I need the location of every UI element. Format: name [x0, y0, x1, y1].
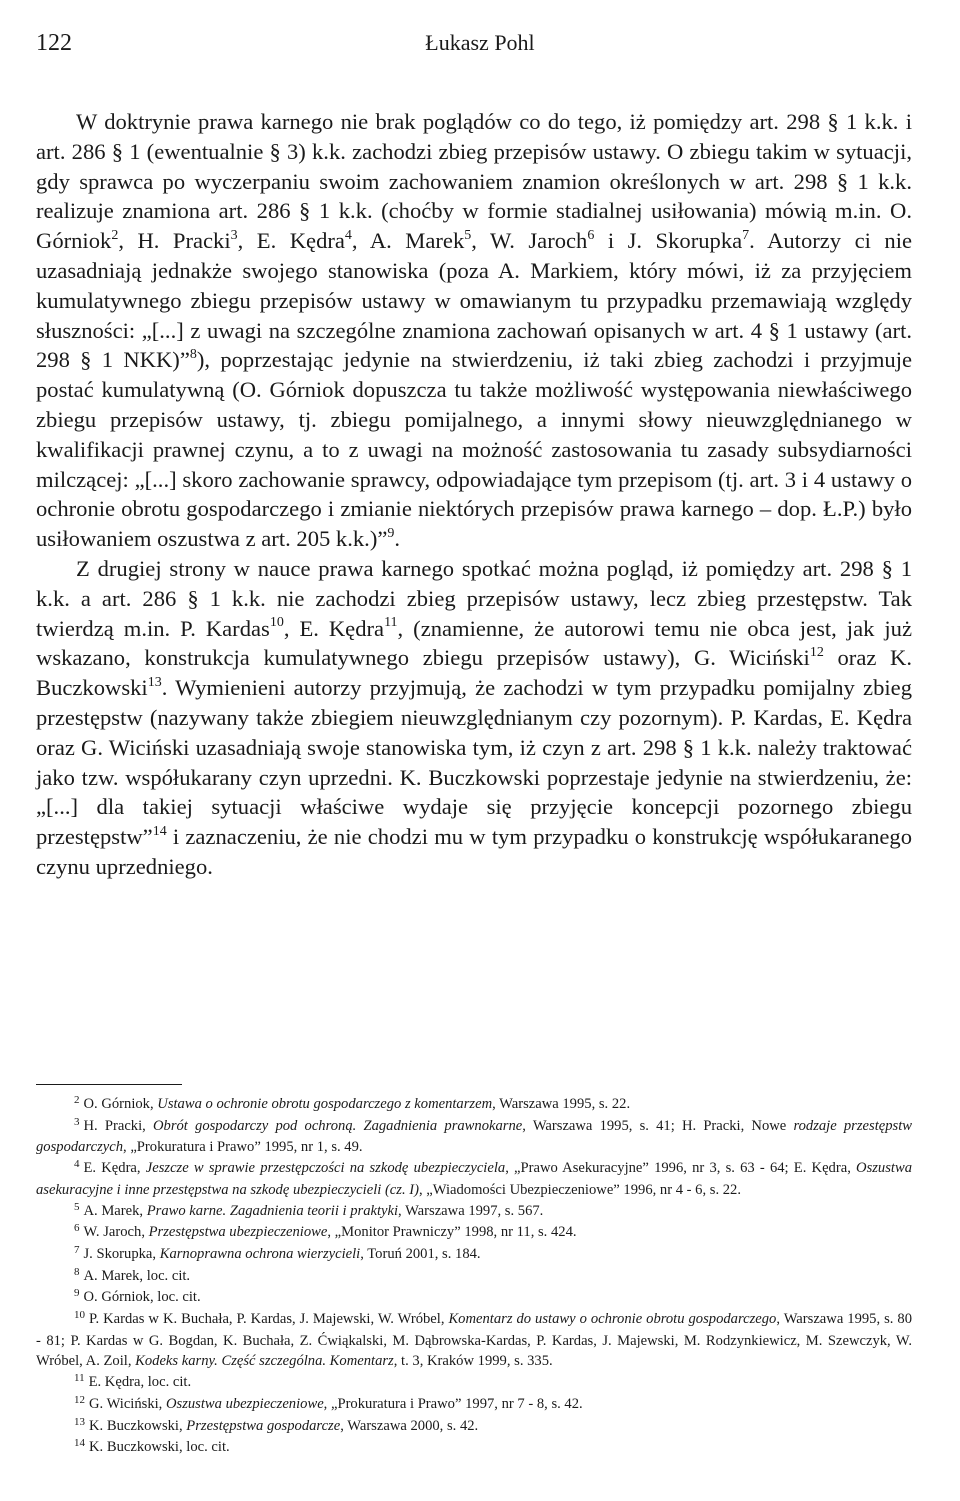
footnote-7 [36, 1244, 912, 1266]
text-run: , (znamienne, że autorowi temu nie obca jest, jak już wskazano, konstrukcja kumulatywnego zbiegu przepisów ustawy), G. Wiciński [36, 615, 912, 671]
footnote-title: Obrót gospodarczy pod ochroną. Zagadnienia prawnokarne [152, 1117, 523, 1134]
footnote-text: , „Monitor Prawniczy” 1998, nr 11, s. 424. [327, 1224, 577, 1241]
paragraph-1 [36, 107, 912, 554]
footnote-ref-14[interactable]: 14 [152, 823, 167, 839]
footnote-text: E. Kędra, loc. cit. [88, 1374, 192, 1391]
text-run: ), poprzestając jedynie na stwierdzeniu, iż taki zbieg zachodzi i przyjmuje postać kumulatywną (O. Górniok dopuszcza tu także możliwość występowania niewłaściwego zbiegu przepisów ustawy, tj. zbiegu pomijalnego, a innymi słowy nieuwzględnianego w kwalifikacji prawnej czynu, a to z uwagi na możność zastosowania tu zasady subsydiarności milczącej: „[...] skoro zachowanie sprawcy, odpowiadające tym przepisom (tj. art. 3 i 4 ustawy o ochronie obrotu gospodarczego i zmianie niektórych przepisów prawa karnego – dop. Ł.P.) było usiłowaniem oszustwa z art. 205 k.k.)” [36, 347, 912, 552]
text-run: i zaznaczeniu, że nie chodzi mu w tym przypadku o konstrukcję współukaranego czynu uprzedniego. [36, 824, 912, 879]
page-header [36, 30, 924, 66]
text-run: , A. Marek [351, 228, 465, 254]
main-text [36, 107, 912, 882]
footnote-text: , Warszawa 1995, s. 22. [492, 1096, 631, 1112]
footnote-number: 7 [74, 1243, 80, 1256]
footnote-separator [36, 1084, 182, 1085]
footnote-number: 13 [74, 1415, 85, 1428]
footnote-title: Ustawa o ochronie obrotu gospodarczego z komentarzem [157, 1096, 493, 1112]
footnote-9 [36, 1287, 912, 1309]
footnote-6 [36, 1222, 912, 1244]
footnote-12 [36, 1394, 912, 1416]
page-number: 122 [36, 30, 72, 56]
footnote-ref-13[interactable]: 13 [147, 674, 162, 690]
footnote-text: O. Górniok, [83, 1096, 158, 1112]
text-run: , E. Kędra [237, 228, 345, 254]
footnote-title: Jeszcze w sprawie przestępczości na szkodę ubezpieczyciela [145, 1160, 506, 1177]
footnote-text: P. Kardas w K. Buchała, P. Kardas, J. Majewski, W. Wróbel, [89, 1311, 449, 1328]
footnote-title: Prawo karne. Zagadnienia teorii i praktyki [146, 1202, 399, 1219]
footnote-title: Kodeks karny. Część szczególna. Komentarz [135, 1353, 394, 1370]
footnote-ref-8[interactable]: 8 [189, 346, 197, 362]
footnote-text: K. Buczkowski, loc. cit. [89, 1439, 230, 1456]
footnote-number: 11 [74, 1372, 85, 1385]
footnote-text: , t. 3, Kraków 1999, s. 335. [393, 1353, 553, 1370]
footnote-ref-9[interactable]: 9 [387, 525, 395, 541]
footnote-number: 4 [74, 1158, 80, 1171]
footnote-text: , Warszawa 1995, s. 80 - 81; P. Kardas w G. Bogdan, K. Buchała, Z. Ćwiąkalski, M. Dąbrowska-Kardas, P. Kardas, J. Majewski, M. Rodzynkiewicz, M. Szewczyk, W. Wróbel, A. Zoil, [36, 1311, 912, 1370]
footnote-text: O. Górniok, loc. cit. [83, 1289, 201, 1306]
footnote-text: , „Wiadomości Ubezpieczeniowe” 1996, nr 4 - 6, s. 22. [418, 1181, 741, 1198]
footnote-number: 14 [74, 1437, 85, 1450]
footnote-title: Przestępstwa gospodarcze [186, 1417, 341, 1434]
footnote-text: J. Skorupka, [83, 1245, 160, 1262]
footnote-ref-10[interactable]: 10 [269, 615, 284, 631]
footnote-ref-12[interactable]: 12 [809, 644, 824, 660]
footnote-title: Karnoprawna ochrona wierzycieli [159, 1245, 361, 1262]
text-run: Z drugiej strony w nauce prawa karnego spotkać można pogląd, iż pomiędzy art. 298 § 1 k.k. a art. 286 § 1 k.k. nie zachodzi zbieg przepisów ustawy, lecz zbieg przestępstw. Tak twierdzą m.in. P. Kardas [36, 555, 912, 641]
footnote-title: Oszustwa ubezpieczeniowe [165, 1395, 324, 1412]
footnote-number: 12 [74, 1393, 85, 1406]
footnote-text: K. Buczkowski, [89, 1417, 187, 1434]
footnotes [36, 1094, 912, 1459]
footnote-title: Komentarz do ustawy o ochronie obrotu gospodarczego [448, 1311, 777, 1328]
footnote-5 [36, 1201, 912, 1223]
text-run: . Autorzy ci nie uzasadniają jednakże swojego stanowiska (poza A. Markiem, który mówi, iż za przyjęciem kumulatywnego zbiegu przepisów ustawy w omawianym tu przypadku przemawiają względy słuszności: „[...] z uwagi na szczególne znamiona zachowań opisanych w art. 4 § 1 ustawy (art. 298 § 1 NKK)” [36, 228, 913, 373]
footnote-8 [36, 1266, 912, 1288]
footnote-number: 8 [74, 1265, 80, 1278]
footnote-number: 2 [74, 1094, 80, 1106]
footnote-10 [36, 1309, 912, 1372]
footnote-14 [36, 1437, 912, 1459]
footnote-number: 10 [74, 1309, 85, 1322]
footnote-13 [36, 1416, 912, 1438]
footnote-ref-2[interactable]: 2 [111, 227, 119, 243]
footnote-title: Przestępstwa ubezpieczeniowe [148, 1224, 328, 1241]
footnote-number: 9 [74, 1287, 80, 1300]
footnote-text: G. Wiciński, [89, 1395, 166, 1412]
footnote-ref-3[interactable]: 3 [230, 227, 238, 243]
footnote-ref-4[interactable]: 4 [344, 227, 352, 243]
footnote-text: W. Jaroch, [83, 1224, 149, 1241]
text-run: W doktrynie prawa karnego nie brak poglądów co do tego, iż pomiędzy art. 298 § 1 k.k. i art. 286 § 1 (ewentualnie § 3) k.k. zachodzi zbieg przepisów ustawy. O zbiegu takim w sytuacji, gdy sprawca po wyczerpaniu swoim zachowaniem znamion określonych w art. 298 § 1 k.k. realizuje znamiona art. 286 § 1 k.k. (choćby w formie stadialnej usiłowania) mówią m.in. O. Górniok [36, 109, 912, 254]
footnote-text: A. Marek, loc. cit. [83, 1267, 191, 1284]
footnote-text: , „Prawo Asekuracyjne” 1996, nr 3, s. 63 - 64; E. Kędra, [505, 1160, 857, 1177]
footnote-2 [36, 1094, 912, 1116]
footnote-text: , Warszawa 2000, s. 42. [340, 1417, 479, 1434]
footnote-title: rodzaje przestępstw gospodarczych [36, 1117, 912, 1156]
text-run: , H. Pracki [118, 228, 231, 254]
text-run: i J. Skorupka [594, 228, 743, 254]
footnote-number: 6 [74, 1222, 80, 1235]
text-run: . Wymienieni autorzy przyjmują, że zachodzi w tym przypadku pomijalny zbieg przestępstw (nazywany także zbiegiem nieuwzględnianym czy pozornym). P. Kardas, E. Kędra oraz G. Wiciński uzasadniają swoje stanowiska tym, iż czyn z art. 298 § 1 k.k. należy traktować jako tzw. współukarany czyn uprzedni. K. Buczkowski poprzestaje jedynie na stwierdzeniu, że: „[...] dla takiej sytuacji właściwe wydaje się przyjęcie koncepcji pozornego zbiegu przestępstw” [36, 675, 912, 850]
footnote-text: E. Kędra, [83, 1160, 146, 1177]
paragraph-2 [36, 554, 912, 882]
footnote-text: , Toruń 2001, s. 184. [360, 1245, 481, 1262]
footnote-text: , Warszawa 1997, s. 567. [398, 1202, 544, 1219]
footnote-text: H. Pracki, [83, 1117, 153, 1134]
footnote-title: Oszustwa asekuracyjne i inne przestępstwa na szkodę ubezpieczycieli (cz. I) [36, 1160, 912, 1198]
footnote-ref-11[interactable]: 11 [384, 615, 398, 631]
footnote-ref-6[interactable]: 6 [587, 227, 595, 243]
footnote-ref-7[interactable]: 7 [742, 227, 750, 243]
text-run: . [394, 526, 401, 552]
running-head-author: Łukasz Pohl [425, 30, 535, 55]
text-run: , W. Jaroch [471, 228, 588, 254]
footnote-number: 5 [74, 1200, 80, 1213]
footnote-ref-5[interactable]: 5 [464, 227, 472, 243]
footnote-11 [36, 1372, 912, 1394]
footnote-3 [36, 1116, 912, 1158]
footnote-4 [36, 1158, 912, 1200]
footnote-text: A. Marek, [83, 1202, 147, 1219]
footnote-text: , „Prokuratura i Prawo” 1995, nr 1, s. 49. [123, 1139, 363, 1156]
footnote-text: , „Prokuratura i Prawo” 1997, nr 7 - 8, s. 42. [323, 1395, 583, 1412]
footnote-number: 3 [74, 1115, 80, 1128]
text-run: oraz K. Buczkowski [36, 645, 913, 701]
text-run: , E. Kędra [283, 615, 385, 641]
footnote-text: , Warszawa 1995, s. 41; H. Pracki, Nowe [522, 1117, 794, 1134]
